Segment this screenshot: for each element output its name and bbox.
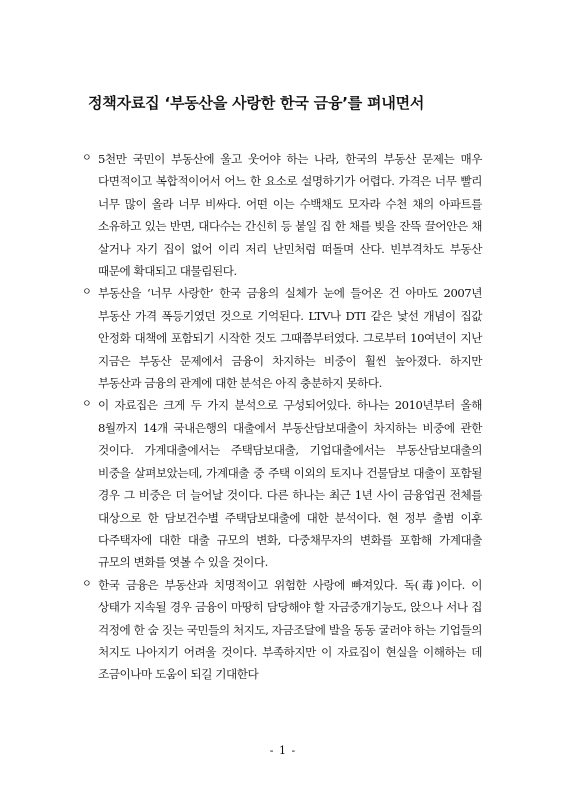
- page-title: 정책자료집 ‘부동산을 사랑한 한국 금융’를 펴내면서: [88, 94, 425, 112]
- body-content: [82, 148, 482, 686]
- page-number: - 1 -: [269, 744, 297, 757]
- paragraph-text: 이 자료집은 크게 두 가지 분석으로 구성되어있다. 하나는 2010년부터 올해 8월까지 14개 국내은행의 대출에서 부동산담보대출이 차지하는 비중에 관한 것이다. 가계대출에서는 주택담보대출, 기업대출에서는 부동산담보대출의 비중을 살펴보았는데, 가계대출 중 주택 이외의 토지나 건물담보 대출이 포함될 경우 그 비중은 더 늘어날 것이다. 다른 하나는 최근 1년 사이 금융업권 전체를 대상으로 한 담보건수별 주택담보대출에 대한 분석이다. 현 정부 출범 이후 다주택자에 대한 대출 규모의 변화, 다중채무자의 변화를 포함해 가계대출 규모의 변화를 엿볼 수 있을 것이다.: [98, 398, 482, 570]
- paragraph-4: [82, 574, 482, 686]
- paragraph-text: 부동산을 ‘너무 사랑한’ 한국 금융의 실체가 눈에 들어온 건 아마도 2007년 부동산 가격 폭등기였던 것으로 기억된다. LTV나 DTI 같은 낯선 개념이 집값 안정화 대책에 포함되기 시작한 것도 그때쯤부터였다. 그로부터 10여년이 지난 지금은 부동산 문제에서 금융이 차지하는 비중이 훨씬 높아졌다. 하지만 부동산과 금융의 관계에 대한 분석은 아직 충분하지 못하다.: [98, 286, 482, 391]
- paragraph-1: [82, 148, 482, 282]
- paragraph-2: [82, 282, 482, 394]
- paragraph-3: [82, 394, 482, 573]
- paragraph-text: 5천만 국민이 부동산에 울고 웃어야 하는 나라, 한국의 부동산 문제는 매우 다면적이고 복합적이어서 어느 한 요소로 설명하기가 어렵다. 가격은 너무 빨리 너무 많이 올라 너무 비싸다. 어떤 이는 수백채도 모자라 수천 채의 아파트를 소유하고 있는 반면, 대다수는 간신히 등 붙일 집 한 채를 빚을 잔뜩 끌어안은 채 살거나 자기 집이 없어 이리 저리 난민처럼 떠돌며 산다. 빈부격차도 부동산 때문에 확대되고 대물림된다.: [98, 152, 482, 279]
- bullet-icon: ㅇ: [82, 287, 92, 299]
- bullet-icon: ㅇ: [82, 578, 92, 590]
- bullet-icon: ㅇ: [82, 399, 92, 411]
- bullet-icon: ㅇ: [82, 153, 92, 164]
- paragraph-text: 한국 금융은 부동산과 치명적이고 위험한 사랑에 빠져있다. 독(毒)이다. 이 상태가 지속될 경우 금융이 마땅히 담당해야 할 자금중개기능도, 앉으나 서나 집 걱정에 한 숨 짓는 국민들의 처지도, 자금조달에 발을 동동 굴러야 하는 기업들의 처지도 나아지기 어려울 것이다. 부족하지만 이 자료집이 현실을 이해하는 데 조금이나마 도움이 되길 기대한다: [98, 577, 482, 682]
